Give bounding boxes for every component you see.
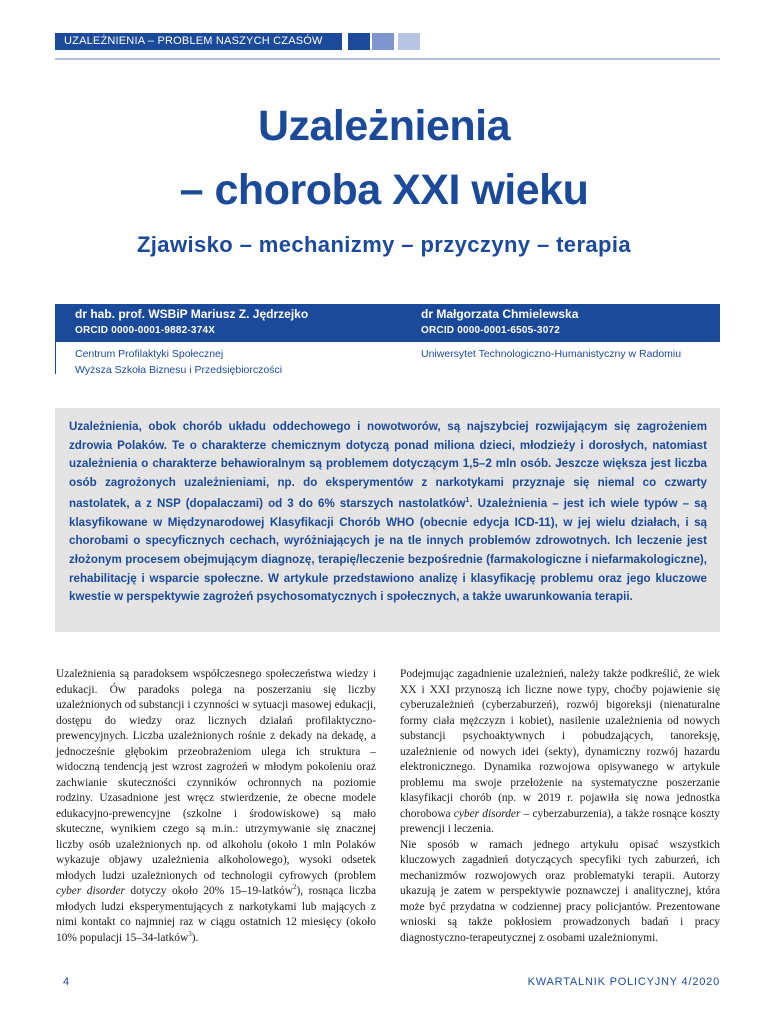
abstract-text: Uzależnienia, obok chorób układu oddechowego i nowotworów, są najszybciej rozwijającym się zagrożeniem zdrowia Polaków. Te o charakterze chemicznym dotyczą ponad miliona dzieci, młodzieży i dorosłych, natomiast uzależnienia o charakterze behawioralnym są problemem dotyczącym 1,5–2 mln osób. Jeszcze większa jest liczba osób zagrożonych uzależnieniami, np. do eksperymentów z narkotykami przyznaje się niemal co czwarty nastolatek, a z NSP (dopalaczami) od 3 do 6% starszych nastolatków$^1$. Uzależnienia – jest ich wiele typów – są klasyfikowane w Międzynarodowej Klasyfikacji Chorób WHO (obecnie edycja ICD-11), w jej wielu działach, i są chorobami o specyficznych cechach, wyróżniających je na tle innych problemów zdrowotnych. Ich leczenie jest złożonym procesem obejmującym diagnozę, terapię/leczenie bezpośrednie (farmakologiczne i niefarmakologiczne), rehabilitację i wsparcie społeczne. W artykule przedstawiono analizę i klasyfikację problemu oraz jego kluczowe kwestie w perspektywie zagrożeń psychosomatycznych i społecznych, a także uwarunkowania terapii. [69,420,707,604]
body-paragraph: Uzależnienia są paradoksem współczesnego społeczeństwa wiedzy i edukacji. Ów paradoks polega na poszerzaniu się liczby uzależnionych od substancji i czynności w sytuacji masowej edukacji, dostępu do wiedzy oraz licznych działań profilaktyczno-prewencyjnych. Liczba uzależnionych rośnie z dekady na dekadę, a jednocześnie głębokim przeobrażeniom ulega ich struktura – widoczną tendencją jest wzrost zagrożeń w młodym pokoleniu oraz zachwianie skuteczności czynników ochronnych na poziomie rodziny. Uzasadnione jest wręcz stwierdzenie, że obecne modele edukacyjno-prewencyjne (szkolne i środowiskowe) są mało skuteczne, wynikiem czego są m.in.: utrzymywanie się znacznej liczby osób uzależnionych np. od alkoholu (około 1 mln Polaków wykazuje objawy uzależnienia alkoholowego), wysoki odsetek młodych ludzi uzależnionych od technologii cyfrowych (problem cyber disorder dotyczy około 20% 15–19-latków$^2$), rosnąca liczba młodych ludzi eksperymentujących z narkotykami lub mających z nimi kontakt co najmniej raz w ciągu ostatnich 12 miesięcy (około 10% populacji 15–34-latków$^3$). [56,668,377,944]
author-2-affiliation [421,346,681,362]
body-column-right [400,667,720,946]
page-number: 4 [63,976,70,988]
footnote-ref-1[interactable]: 1 [465,497,470,505]
article-title-line2: – choroba XXI wieku [179,166,589,214]
author-2-orcid: ORCID 0000-0001-6505-3072 [421,325,560,336]
header-square-dark [348,33,370,50]
section-label: UZALEŻNIENIA – PROBLEM NASZYCH CZASÓW [55,33,342,50]
affiliation-divider [55,342,56,374]
author-1-orcid: ORCID 0000-0001-9882-374X [75,325,216,336]
article-subtitle: Zjawisko – mechanizmy – przyczyny – terapia [136,232,632,257]
author-1-affiliation-line1: Centrum Profilaktyki Społecznej [75,348,224,360]
abstract-box [55,408,720,632]
author-2-affiliation-line1: Uniwersytet Technologiczno-Humanistyczny w Radomiu [421,348,682,360]
footnote-ref-3[interactable]: 3 [188,929,192,938]
author-1 [75,306,308,339]
author-2-name: dr Małgorzata Chmielewska [421,307,579,321]
authors-bar [55,304,720,342]
author-1-affiliation-line2: Wyższa Szkoła Biznesu i Przedsiębiorczości [75,364,283,376]
header-square-medium [372,33,394,50]
article-title-line1: Uzależnienia [257,102,511,150]
journal-name: KWARTALNIK POLICYJNY 4/2020 [527,976,720,988]
footnote-ref-2[interactable]: 2 [292,883,297,892]
author-1-name: dr hab. prof. WSBiP Mariusz Z. Jędrzejko [75,307,309,321]
body-paragraph: Nie sposób w ramach jednego artykułu opisać wszystkich kluczowych zagadnień dotyczących specyfiki tych zaburzeń, ich mechanizmów rozwojowych oraz problematyki terapii. Autorzy ukazują je zatem w perspektywie poznawczej i analitycznej, która może być przydatna w codziennej pracy policjantów. Prezentowane wnioski są także pokłosiem prowadzonych badań i pracy diagnostyczno-terapeutycznej z osobami uzależnionymi. [400,838,720,944]
header-square-light [398,33,420,50]
author-2 [421,306,578,339]
body-column-left [56,667,376,946]
author-1-affiliation [75,346,282,378]
header-rule [55,58,720,60]
body-paragraph: Podejmując zagadnienie uzależnień, należy także podkreślić, że wiek XX i XXI przynoszą ich liczne nowe typy, choćby pojawienie się cyberuzależnień (cyberzaburzeń), rozwój bigoreksji (nienaturalne formy ciała mężczyzn i kobiet), nasilenie uzależnienia od nowych substancji psychoaktywnych i pobudzających, tanoreksję, uzależnienie od nowych idei (sekty), dynamiczny rozwój hazardu elektronicznego. Dynamika rozwojowa opisywanego w artykule problemu ma swoje przełożenie na systematyczne poszerzanie klasyfikacji chorób (np. w 2019 r. pojawiła się nowa jednostka chorobowa cyber disorder – cyberzaburzenia), a także rosnące koszty prewencji i leczenia. [400,668,720,835]
